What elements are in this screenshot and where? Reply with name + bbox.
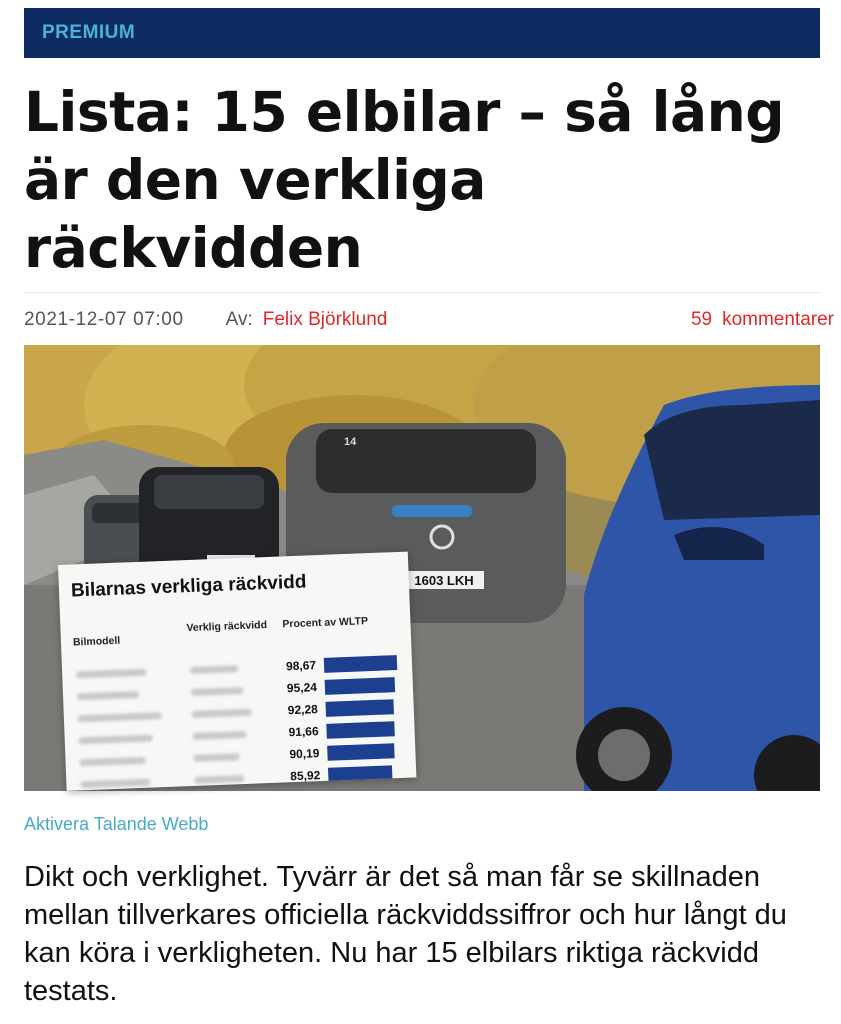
blurred-range-value <box>194 775 244 784</box>
blurred-model-name <box>80 779 150 789</box>
meta-divider <box>24 292 820 293</box>
blurred-range-value <box>193 731 247 740</box>
blurred-range-value <box>190 665 238 674</box>
percent-bar <box>325 699 394 717</box>
col-header-model: Bilmodell <box>72 634 121 649</box>
blurred-range-value <box>191 687 243 696</box>
blurred-range-value <box>192 709 252 718</box>
article-lead: Dikt och verklighet. Tyvärr är det så man får se skillnaden mellan tillverkares officiella räckviddssiffror och hur långt du kan köra i verkligheten. Nu har 15 elbilars riktiga räckvidd testats. <box>24 861 787 1007</box>
comments-count: 59 <box>690 309 713 330</box>
infobox-title: Bilarnas verkliga räckvidd <box>70 571 307 602</box>
premium-label: PREMIUM <box>42 22 136 43</box>
blurred-range-value <box>193 753 239 762</box>
blurred-model-name <box>79 734 153 744</box>
percent-bar <box>325 677 396 695</box>
percent-value: 98,67 <box>285 658 317 674</box>
percent-value: 85,92 <box>290 768 321 784</box>
infobox-rows <box>74 652 409 791</box>
blurred-model-name <box>77 691 139 700</box>
percent-value: 92,28 <box>287 702 319 718</box>
percent-value: 90,19 <box>289 746 320 762</box>
plate-vw: 1603 LKH <box>414 573 474 588</box>
percent-bar <box>327 743 395 761</box>
blurred-model-name <box>78 712 162 722</box>
blurred-model-name <box>79 757 145 767</box>
col-header-range: Verklig räckvidd <box>186 619 268 635</box>
comments-link[interactable] <box>691 309 834 331</box>
percent-bar <box>326 721 395 739</box>
percent-value: 91,66 <box>288 724 319 740</box>
article-meta <box>24 305 834 335</box>
percent-value: 95,24 <box>286 680 318 696</box>
blurred-model-name <box>76 669 146 679</box>
article-headline: Lista: 15 elbilar – så lång är den verkliga räckvidden <box>24 80 785 280</box>
author-link[interactable]: Felix Björklund <box>262 309 388 330</box>
publish-date: 2021-12-07 07:00 <box>24 309 184 330</box>
premium-banner[interactable] <box>24 8 820 58</box>
percent-bar <box>324 655 398 673</box>
byline-label: Av: <box>225 309 253 330</box>
talande-webb-link[interactable]: Aktivera Talande Webb <box>24 814 209 834</box>
comments-label: kommentarer <box>722 309 834 330</box>
col-header-pct: Procent av WLTP <box>282 615 369 631</box>
car-number: 14 <box>344 436 357 448</box>
range-infobox <box>58 552 416 791</box>
